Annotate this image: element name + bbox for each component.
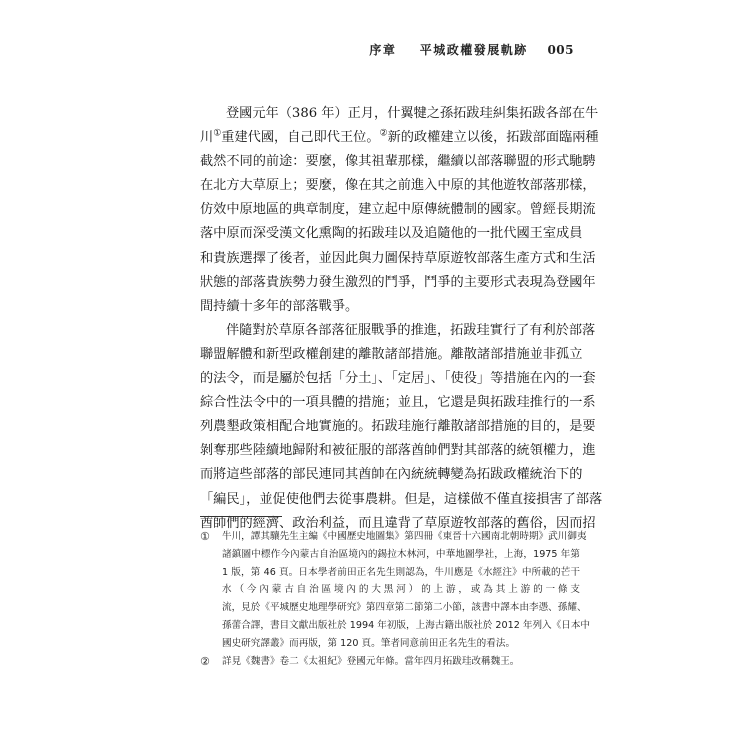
text-fragment: 川 (200, 130, 214, 146)
footnote-mark: ② (200, 654, 210, 668)
text-line: 和貴族選擇了後者，並因此與力圖保持草原遊牧部落生產方式和生活 (200, 250, 596, 266)
text-line: 剝奪那些陸續地歸附和被征服的部落酋帥們對其部落的統領權力，進 (200, 443, 596, 459)
footnote-divider (200, 516, 282, 517)
footnote-1 (200, 528, 591, 653)
footnote-ref-2[interactable]: ② (379, 128, 388, 139)
chapter-label: 序章 (369, 43, 397, 57)
paragraph-1 (200, 102, 599, 319)
text-line: 間持續十多年的部落戰爭。 (200, 298, 359, 314)
footnote-line: 1 版，第 46 頁。日本學者前田正名先生則認為，牛川應是《水經注》中所載的芒干水（今內蒙古自治區境內的大黑河）的上游，或為其上游的一條支 (222, 566, 580, 596)
text-line: 酋帥們的經濟、政治利益，而且違背了草原遊牧部落的舊俗，因而招 (200, 515, 596, 531)
text-line: 截然不同的前途：要麼，像其祖輩那樣，繼續以部落聯盟的形式馳騁 (200, 154, 596, 170)
text-line: 落中原而深受漢文化熏陶的拓跋珪以及追隨他的一批代國王室成員 (200, 226, 583, 242)
footnote-ref-1[interactable]: ① (213, 128, 222, 139)
footnote-2 (200, 653, 580, 671)
footnote-line: 牛川，譚其驤先生主編《中國歷史地圖集》第四冊《東晉十六國南北朝時期》武川御夷 (222, 531, 587, 542)
text-line: 而將這些部落的部民連同其酋帥在內統統轉變為拓跋政權統治下的 (200, 467, 583, 483)
text-line: 「編民」，並促使他們去從事農耕。但是，這樣做不僅直接損害了部落 (200, 491, 603, 507)
page-number: 005 (547, 43, 574, 57)
main-text (200, 102, 603, 536)
footnote-line: 詳見《魏書》卷二《太祖紀》登國元年條。當年四月拓跋珪改稱魏王。 (222, 655, 520, 667)
text-line: 綜合性法令中的一項具體的措施；並且，它還是與拓跋珪推行的一系 (200, 395, 596, 411)
paragraph-2 (200, 319, 603, 536)
text-fragment: 重建代國，自己即代王位。 (221, 130, 380, 146)
running-head (369, 41, 574, 58)
footnote-line: 孫蕾合譯，書目文獻出版社於 1994 年初版，上海古籍出版社於 2012 年列入《日本中 (222, 619, 591, 631)
text-line: 聯盟解體和新型政權創建的離散諸部措施。離散諸部措施並非孤立 (200, 346, 583, 362)
text-line: 仿效中原地區的典章制度，建立起中原傳統體制的國家。曾經長期流 (200, 202, 596, 218)
text-line (200, 126, 599, 150)
footnote-line: 國史研究譯叢》而再版，第 120 頁。筆者同意前田正名先生的看法。 (222, 637, 516, 649)
footnote-line: 諸鎮圖中標作今內蒙古自治區境內的錫拉木林河，中華地圖學社，上海，1975 年第 (222, 548, 580, 560)
text-line: 列農墾政策相配合地實施的。拓跋珪施行離散諸部措施的目的，是要 (200, 419, 596, 435)
text-fragment: 新的政權建立以後，拓跋部面臨兩種 (387, 130, 599, 146)
text-line: 伴隨對於草原各部落征服戰爭的推進，拓跋珪實行了有利於部落 (226, 322, 596, 338)
chapter-title: 平城政權發展軌跡 (419, 43, 528, 57)
text-line: 登國元年（386 年）正月，什翼犍之孫拓跋珪糾集拓跋各部在牛 (226, 106, 599, 121)
text-line: 在北方大草原上；要麼，像在其之前進入中原的其他遊牧部落那樣， (200, 178, 596, 194)
text-line: 的法令，而是屬於包括「分土」、「定居」、「使役」等措施在內的一套 (200, 371, 596, 387)
footnotes (200, 528, 591, 670)
footnote-mark: ① (200, 530, 210, 543)
footnote-line: 流，見於《平城歷史地理學研究》第四章第二節第二小節，該書中譯本由李憑、孫耀、 (222, 602, 587, 614)
text-line: 狀態的部落貴族勢力發生激烈的鬥爭，鬥爭的主要形式表現為登國年 (200, 274, 596, 290)
